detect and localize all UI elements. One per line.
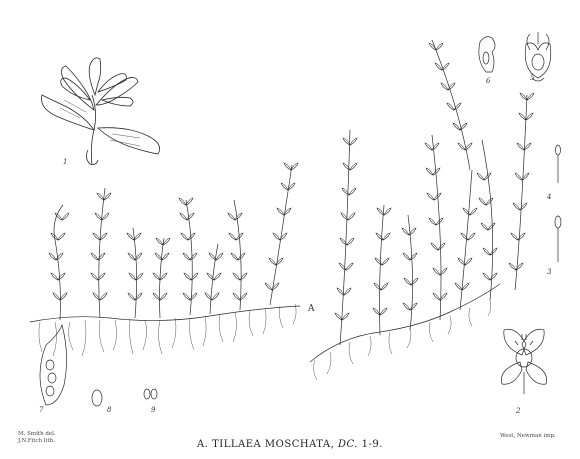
plant-specimen-right [310,40,534,380]
plant-specimen-left [30,163,300,356]
figure-9-seeds [144,389,157,399]
figure-3-label: 3 [547,268,552,276]
figure-6-carpel [479,37,495,72]
figure-4-label: 4 [547,193,552,201]
credit-lithographer: J.N.Fitch lith. [18,438,55,444]
caption-figures: 1-9. [361,439,383,450]
figure-5-label: 5 [530,74,535,82]
plate-caption [0,439,580,450]
figure-7-seed-pod [40,325,67,405]
credit-delineator: M. Smith del. [18,431,56,437]
figure-1-label: 1 [63,158,68,166]
figure-2-label: 2 [516,407,521,415]
figure-4-stamen [556,145,561,183]
figure-9-label: 9 [151,406,156,414]
figure-8-label: 8 [107,406,112,414]
credit-printer: West, Newman imp. [500,433,556,439]
caption-species: A. TILLAEA MOSCHATA, [197,439,335,450]
caption-authority: DC. [337,439,358,450]
figure-1-flowering-shoot [42,58,160,165]
figure-3-stamen [555,216,561,262]
figure-2-open-flower [501,329,546,394]
figure-a-marker: A [308,304,315,314]
figure-7-label: 7 [39,406,44,414]
figure-6-label: 6 [486,77,491,85]
figure-8-seed [92,390,102,406]
